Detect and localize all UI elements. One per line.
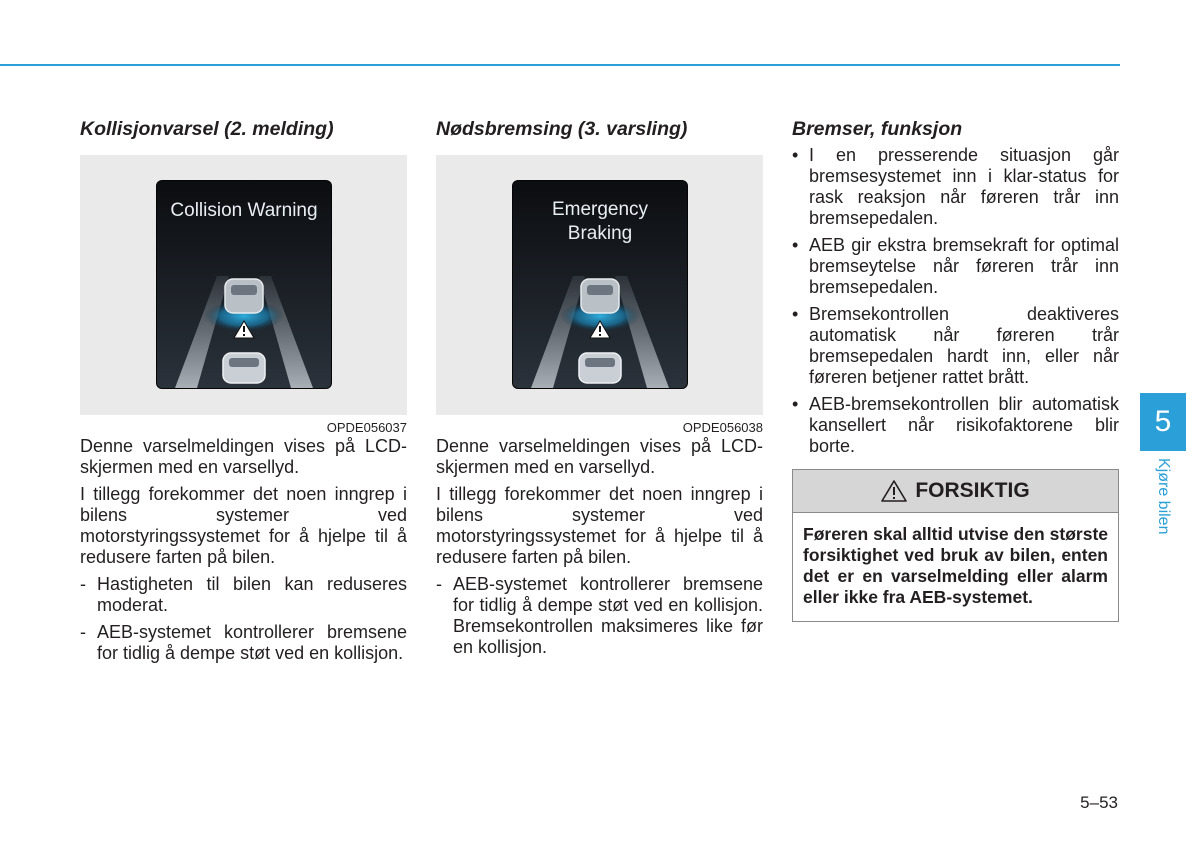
list-item: - AEB-systemet kontrollerer bremsene for tidlig å dempe støt ved en kollisjon. [80, 622, 407, 663]
list-item: - Hastigheten til bilen kan reduseres moderat. [80, 574, 407, 615]
paragraph: Denne varselmeldingen vises på LCD-skjermen med en varsellyd. [80, 436, 407, 477]
figure-collision-warning [80, 155, 407, 415]
lcd-screen [156, 180, 332, 389]
list-item: - AEB-systemet kontrollerer bremsene for tidlig å dempe støt ved en kollisjon. Bremsekontrollen maksimeres like før en kollisjon. [436, 574, 763, 657]
section-heading: Kollisjonvarsel (2. melding) [80, 118, 334, 140]
caution-text: Føreren skal alltid utvise den største forsiktighet ved bruk av bilen, enten det er en varselmelding eller alarm eller ikke fra AEB-systemet. [803, 524, 1108, 607]
car-ahead-icon [225, 279, 263, 313]
column-collision-warning [80, 117, 407, 670]
warning-triangle-icon [881, 480, 907, 502]
bullet-list [792, 145, 1119, 457]
column-emergency-braking [436, 117, 763, 664]
list-item: • AEB gir ekstra bremsekraft for optimal bremseytelse når føreren trår inn bremsepedalen. [792, 235, 1119, 297]
screen-message: Collision Warning [170, 200, 318, 221]
own-car-icon [579, 353, 621, 383]
page-number: 5–53 [1080, 793, 1118, 812]
caution-title: FORSIKTIG [915, 479, 1030, 502]
chapter-number-tab: 5 [1140, 393, 1186, 451]
list-item: • I en presserende situasjon går bremsesystemet inn i klar-status for rask reaksjon når føreren trår inn bremsepedalen. [792, 145, 1119, 228]
lcd-screen [512, 180, 688, 389]
screen-message: Emergency Braking [551, 199, 649, 244]
caution-box [792, 469, 1119, 622]
paragraph: I tillegg forekommer det noen inngrep i bilens systemer ved motorstyringssystemet for å hjelpe til å redusere farten på bilen. [436, 484, 763, 567]
caution-header [793, 470, 1118, 513]
list-item: • Bremsekontrollen deaktiveres automatisk når føreren trår bremsepedalen hardt inn, eller når føreren betjener rattet brått. [792, 304, 1119, 387]
figure-code: OPDE056037 [326, 420, 407, 435]
column-brake-function [792, 117, 1119, 622]
dash-list [80, 574, 407, 664]
top-rule [0, 64, 1120, 66]
paragraph: I tillegg forekommer det noen inngrep i bilens systemer ved motorstyringssystemet for å hjelpe til å redusere farten på bilen. [80, 484, 407, 567]
dash-list [436, 574, 763, 658]
figure-emergency-braking [436, 155, 763, 415]
list-item: • AEB-bremsekontrollen blir automatisk kansellert når risikofaktorene blir borte. [792, 394, 1119, 456]
figure-code: OPDE056038 [682, 420, 763, 435]
own-car-icon [223, 353, 265, 383]
paragraph: Denne varselmeldingen vises på LCD-skjermen med en varsellyd. [436, 436, 763, 477]
section-heading: Bremser, funksjon [792, 118, 963, 140]
section-heading: Nødsbremsing (3. varsling) [436, 118, 688, 140]
car-ahead-icon [581, 279, 619, 313]
chapter-label: Kjøre bilen [1155, 458, 1172, 535]
